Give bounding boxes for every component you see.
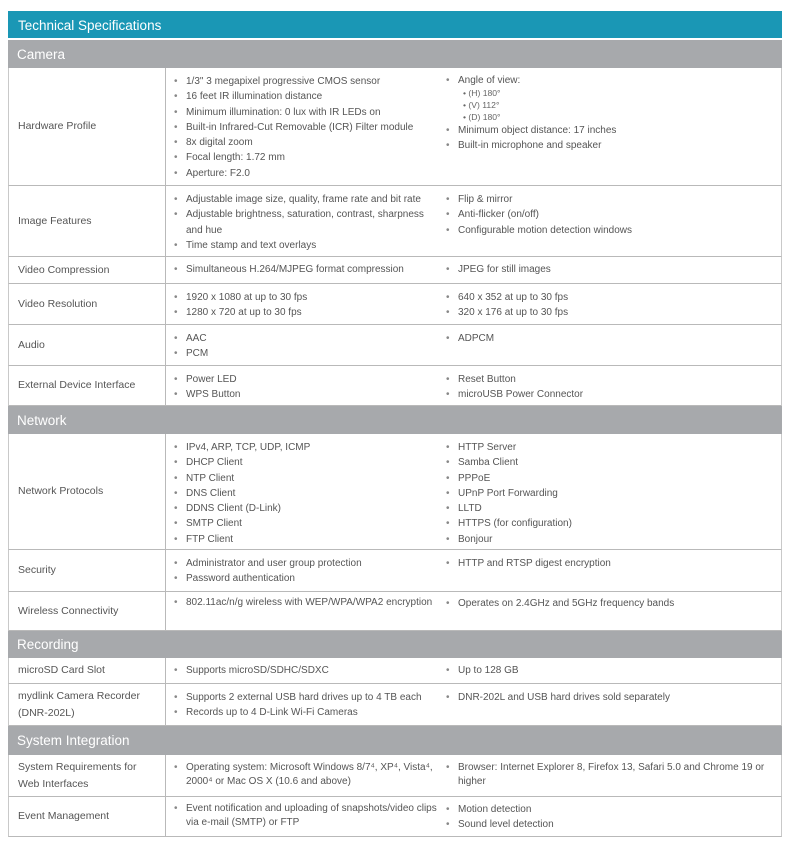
spec-column-right [437, 257, 781, 283]
list-item: • IPv4, ARP, TCP, UDP, ICMP [174, 440, 437, 455]
list-item: • Event notification and uploading of snapshots/video clips via e-mail (SMTP) or FTP [174, 802, 437, 830]
list-item: • Operating system: Microsoft Windows 8/7⁴, XP⁴, Vista⁴, 2000⁴ or Mac OS X (10.6 and above) [174, 761, 437, 788]
list-item: • Adjustable brightness, saturation, contrast, sharpness and hue [174, 207, 437, 238]
row-label: Audio [9, 325, 166, 365]
list-item: • 802.11ac/n/g wireless with WEP/WPA/WPA2 encryption [174, 596, 437, 610]
spec-column-left [166, 658, 437, 683]
list-item: • HTTP and RTSP digest encryption [446, 556, 781, 571]
spec-row-image-features [8, 186, 782, 257]
spec-column-right [437, 592, 781, 630]
list-item: • JPEG for still images [446, 262, 781, 277]
spec-row-video-compression [8, 257, 782, 284]
list-item: • Up to 128 GB [446, 663, 781, 678]
row-label: System Requirements for Web Interfaces [9, 755, 166, 796]
spec-row-wireless [8, 592, 782, 631]
spec-column-left [166, 186, 437, 256]
spec-column-left [166, 366, 437, 405]
list-item: • Browser: Internet Explorer 8, Firefox 13, Safari 5.0 and Chrome 19 or higher [446, 761, 781, 788]
list-item: • DNS Client [174, 486, 437, 501]
list-item: • ADPCM [446, 331, 781, 346]
spec-column-left [166, 592, 437, 630]
list-item: • HTTPS (for configuration) [446, 516, 781, 531]
spec-column-left [166, 284, 437, 324]
list-item: • Built-in microphone and speaker [446, 138, 781, 153]
spec-sheet [8, 11, 782, 837]
list-item: • LLTD [446, 501, 781, 516]
row-label: microSD Card Slot [9, 658, 166, 683]
list-item: • Aperture: F2.0 [174, 166, 437, 181]
list-item: • Records up to 4 D-Link Wi-Fi Cameras [174, 705, 437, 720]
spec-column-left [166, 257, 437, 283]
list-item: • Power LED [174, 372, 437, 387]
angle-sublist [446, 87, 781, 123]
list-item: • NTP Client [174, 471, 437, 486]
spec-column-right [437, 684, 781, 725]
list-item: • PPPoE [446, 471, 781, 486]
list-item: • 16 feet IR illumination distance [174, 89, 437, 104]
spec-column-left [166, 325, 437, 365]
list-item: • Motion detection [446, 802, 781, 817]
section-header-system-integration: System Integration [8, 726, 782, 755]
list-item: • Flip & mirror [446, 192, 781, 207]
list-item: • PCM [174, 346, 437, 361]
list-item: • Supports microSD/SDHC/SDXC [174, 663, 437, 678]
list-item: • SMTP Client [174, 516, 437, 531]
spec-column-left [166, 755, 437, 796]
list-item: • Focal length: 1.72 mm [174, 150, 437, 165]
list-item: • 640 x 352 at up to 30 fps [446, 290, 781, 305]
list-item: • Operates on 2.4GHz and 5GHz frequency bands [446, 596, 781, 611]
row-label: External Device Interface [9, 366, 166, 405]
list-item: • DNR-202L and USB hard drives sold separately [446, 690, 781, 705]
list-item: • Bonjour [446, 532, 781, 547]
row-label: Video Resolution [9, 284, 166, 324]
list-item: • Minimum illumination: 0 lux with IR LEDs on [174, 105, 437, 120]
spec-row-network-protocols [8, 434, 782, 550]
list-item: • Configurable motion detection windows [446, 223, 781, 238]
spec-column-right [437, 68, 781, 185]
row-label: Security [9, 550, 166, 591]
angle-value: • (H) 180° [463, 88, 501, 98]
spec-row-external-device [8, 366, 782, 406]
spec-row-event-management [8, 797, 782, 837]
list-item: • 1920 x 1080 at up to 30 fps [174, 290, 437, 305]
spec-row-system-requirements [8, 755, 782, 797]
list-item: • FTP Client [174, 532, 437, 547]
list-item: • Adjustable image size, quality, frame rate and bit rate [174, 192, 437, 207]
list-item: • WPS Button [174, 387, 437, 402]
list-item: • Time stamp and text overlays [174, 238, 437, 253]
row-label: Image Features [9, 186, 166, 256]
spec-row-audio [8, 325, 782, 366]
spec-row-hardware-profile [8, 68, 782, 186]
row-label: Wireless Connectivity [9, 592, 166, 630]
list-item: • 1/3" 3 megapixel progressive CMOS sensor [174, 74, 437, 89]
spec-column-right [437, 284, 781, 324]
section-header-network: Network [8, 406, 782, 434]
list-item: • Sound level detection [446, 817, 781, 832]
list-item: • UPnP Port Forwarding [446, 486, 781, 501]
row-label: Hardware Profile [9, 68, 166, 185]
spec-column-left [166, 68, 437, 185]
spec-row-video-resolution [8, 284, 782, 325]
list-item: • 8x digital zoom [174, 135, 437, 150]
list-item: • Minimum object distance: 17 inches [446, 123, 781, 138]
list-items [446, 123, 781, 154]
list-item: • HTTP Server [446, 440, 781, 455]
list-item: • DHCP Client [174, 455, 437, 470]
row-label: Video Compression [9, 257, 166, 283]
list-item: • Reset Button [446, 372, 781, 387]
spec-column-left [166, 550, 437, 591]
list-item: • Supports 2 external USB hard drives up to 4 TB each [174, 690, 437, 705]
list-item: • Angle of view: [446, 74, 781, 87]
row-label: mydlink Camera Recorder (DNR-202L) [9, 684, 166, 725]
list-item: • Samba Client [446, 455, 781, 470]
spec-column-right [437, 797, 781, 836]
list-item: • Administrator and user group protection [174, 556, 437, 571]
spec-column-right [437, 550, 781, 591]
list-item: • Simultaneous H.264/MJPEG format compression [174, 262, 437, 277]
list-item: • DDNS Client (D-Link) [174, 501, 437, 516]
angle-value: • (D) 180° [463, 112, 501, 122]
page-title: Technical Specifications [8, 11, 782, 40]
section-header-camera: Camera [8, 40, 782, 68]
spec-column-right [437, 755, 781, 796]
spec-column-right [437, 366, 781, 405]
list-item: • Password authentication [174, 571, 437, 586]
row-label: Event Management [9, 797, 166, 836]
spec-column-right [437, 186, 781, 256]
spec-column-left [166, 797, 437, 836]
spec-column-right [437, 658, 781, 683]
list-item: • 1280 x 720 at up to 30 fps [174, 305, 437, 320]
row-label: Network Protocols [9, 434, 166, 549]
spec-row-recorder [8, 684, 782, 726]
spec-row-security [8, 550, 782, 592]
spec-column-right [437, 434, 781, 549]
spec-row-microsd [8, 658, 782, 684]
list-item: • 320 x 176 at up to 30 fps [446, 305, 781, 320]
spec-column-right [437, 325, 781, 365]
list-item: • AAC [174, 331, 437, 346]
spec-column-left [166, 434, 437, 549]
angle-value: • (V) 112° [463, 100, 500, 110]
list-item: • Anti-flicker (on/off) [446, 207, 781, 222]
section-header-recording: Recording [8, 631, 782, 658]
list-item: • microUSB Power Connector [446, 387, 781, 402]
list-item: • Built-in Infrared-Cut Removable (ICR) Filter module [174, 120, 437, 135]
spec-column-left [166, 684, 437, 725]
